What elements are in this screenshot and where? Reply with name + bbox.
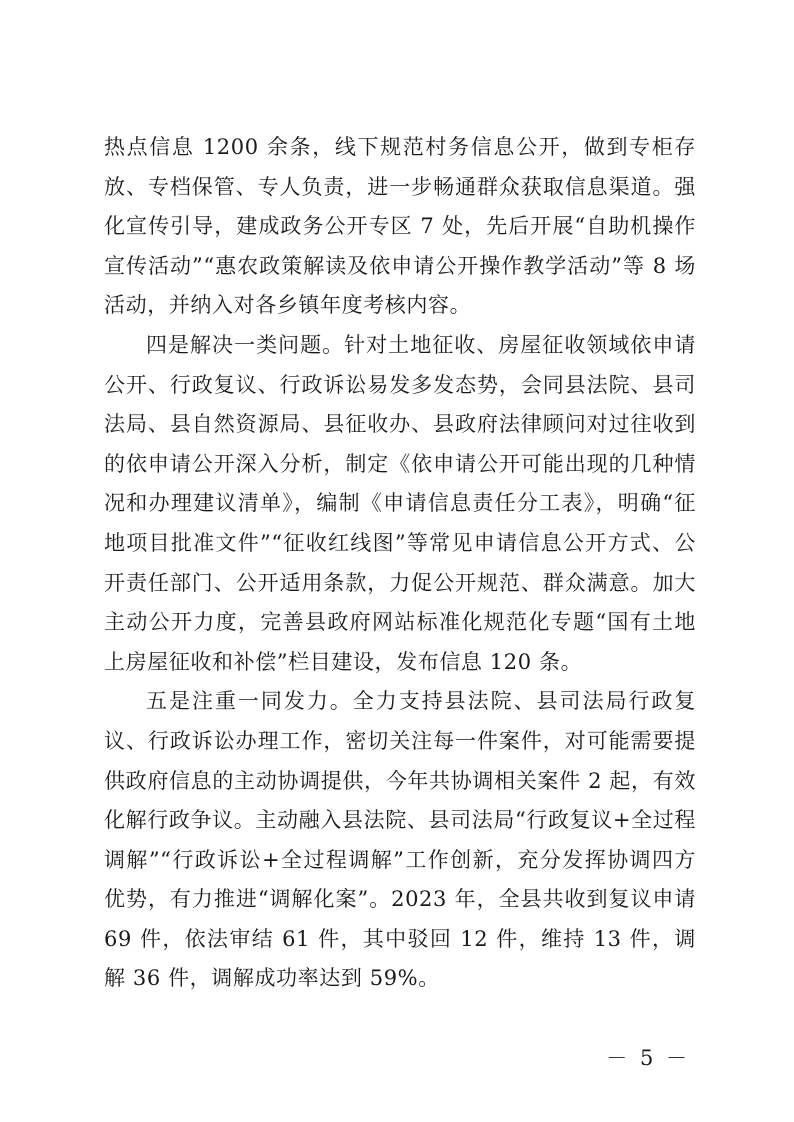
paragraph-five: 五是注重一同发力。全力支持县法院、县司法局行政复议、行政诉讼办理工作，密切关注每一件案件，对可能需要提供政府信息的主动协调提供，今年共协调相关案件 2 起，有效化解行政争议。主动融入县法院、县司法局“行政复议+全过程调解”“行政诉讼+全过程调解”工作创新，充分发挥协调四方优势，有力推进“调解化案”。2023 年，全县共收到复议申请 69 件，依法审结 61 件，其中驳回 12 件，维持 13 件，调解 36 件，调解成功率达到 59%。: [104, 689, 696, 991]
page-number: － 5 －: [606, 1046, 690, 1070]
paragraph-continuation: 热点信息 1200 余条，线下规范村务信息公开，做到专柜存放、专档保管、专人负责，进一步畅通群众获取信息渠道。强化宣传引导，建成政务公开专区 7 处，先后开展“自助机操作宣传活动”“惠农政策解读及依申请公开操作教学活动”等 8 场活动，并纳入对各乡镇年度考核内容。: [104, 135, 696, 318]
paragraph-four: 四是解决一类问题。针对土地征收、房屋征收领域依申请公开、行政复议、行政诉讼易发多发态势，会同县法院、县司法局、县自然资源局、县征收办、县政府法律顾问对过往收到的依申请公开深入分析，制定《依申请公开可能出现的几种情况和办理建议清单》，编制《申请信息责任分工表》，明确“征地项目批准文件”“征收红线图”等常见申请信息公开方式、公开责任部门、公开适用条款，力促公开规范、群众满意。加大主动公开力度，完善县政府网站标准化规范化专题“国有土地上房屋征收和补偿”栏目建设，发布信息 120 条。: [104, 332, 696, 674]
body-text: [104, 128, 696, 999]
